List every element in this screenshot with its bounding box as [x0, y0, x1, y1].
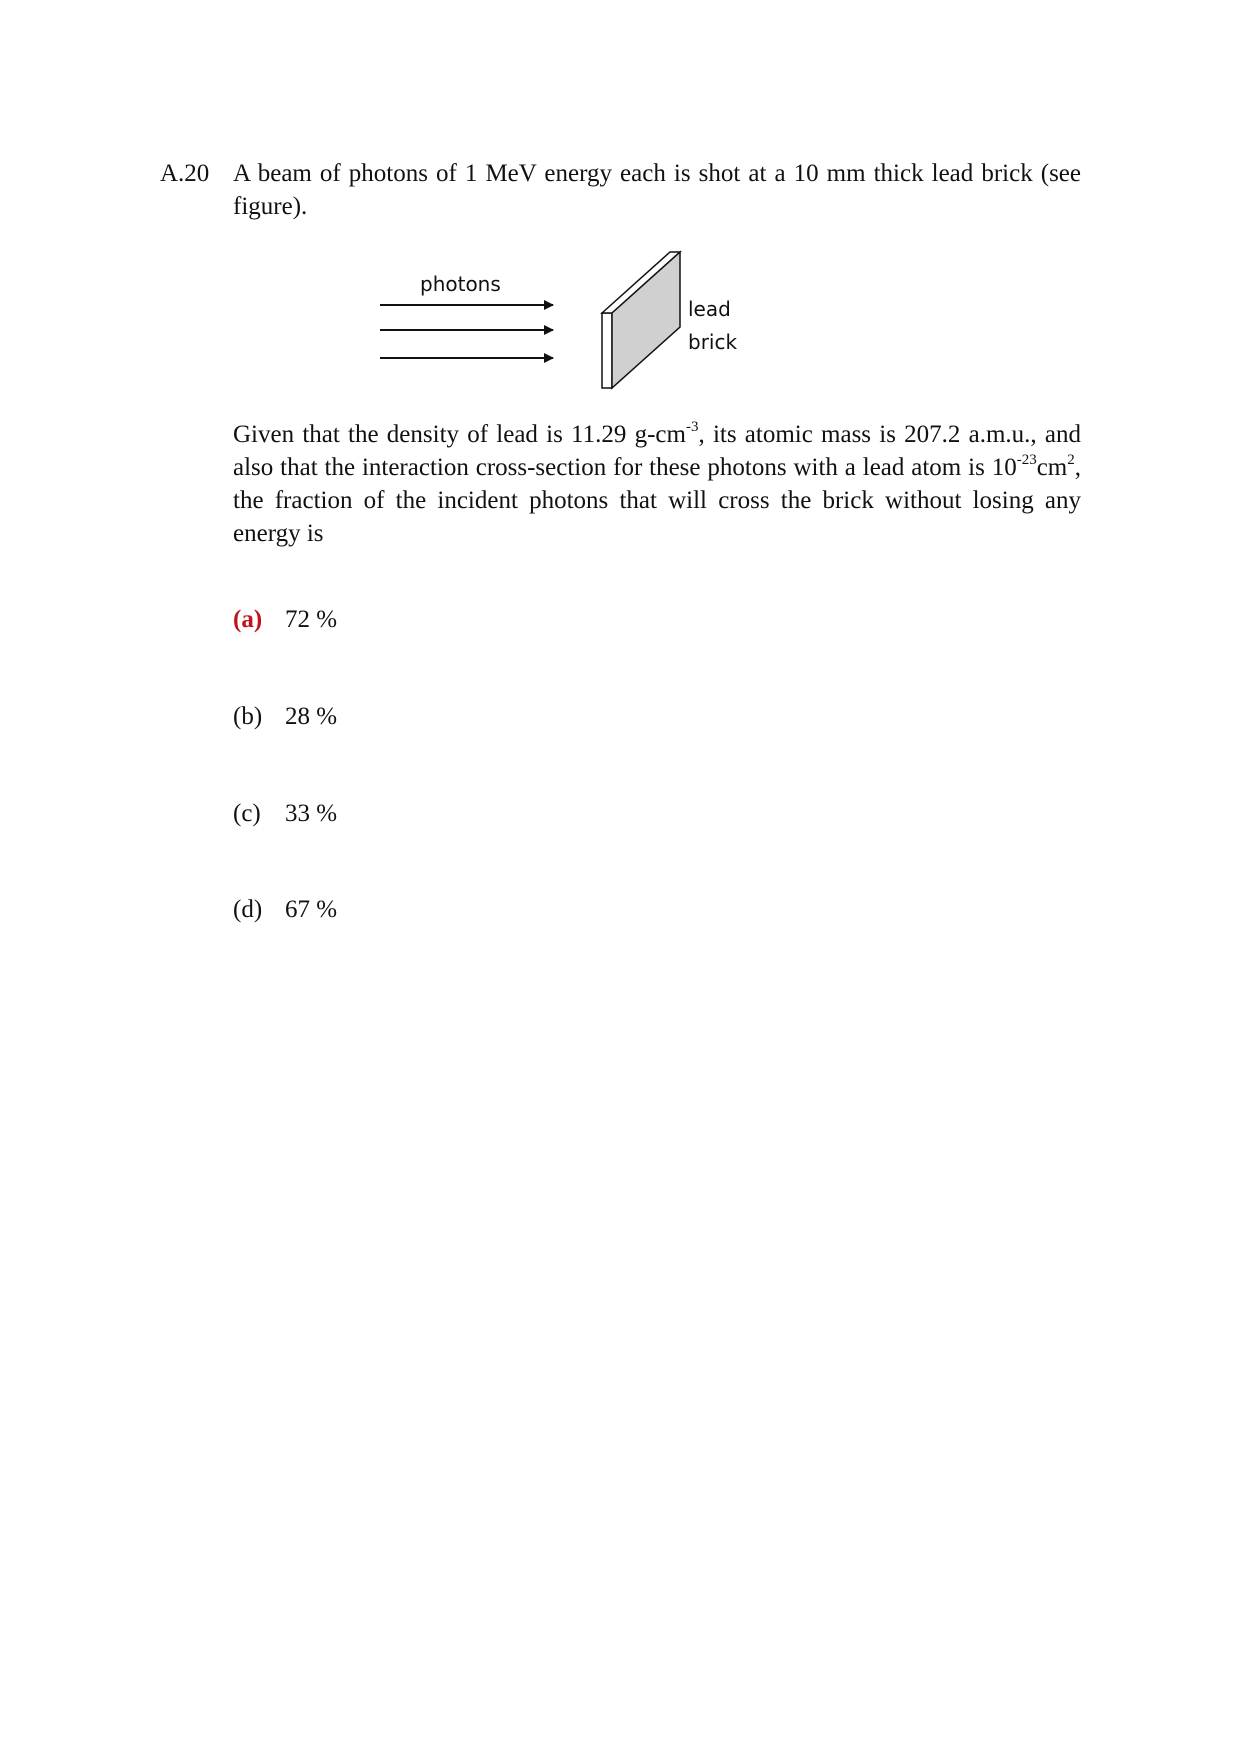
option-letter: (c): [233, 800, 261, 827]
brick-label-line2: brick: [688, 330, 738, 354]
option-c[interactable]: [233, 797, 337, 830]
option-text: 72 %: [285, 606, 338, 633]
option-letter: (b): [233, 703, 263, 730]
option-text: 28 %: [285, 703, 338, 730]
given-paragraph: [233, 418, 1081, 550]
option-letter: (d): [233, 896, 263, 923]
option-b[interactable]: [233, 700, 337, 733]
brick-label-line1: lead: [688, 297, 731, 321]
option-a[interactable]: [233, 603, 337, 636]
cross-section-exponent: -23: [1016, 451, 1037, 468]
brick-edge: [602, 313, 612, 388]
density-exponent: -3: [685, 418, 699, 435]
photon-figure: [370, 245, 750, 405]
given-text-3: cm: [1036, 454, 1068, 481]
given-text-4: , the fraction of the incident photons that will cross the brick without losing any energy is: [233, 454, 1081, 547]
question-intro: A beam of photons of 1 MeV energy each is shot at a 10 mm thick lead brick (see figure).: [233, 160, 1081, 220]
question-number: A.20: [160, 160, 210, 187]
given-text-1: Given that the density of lead is 11.29 g-cm: [233, 421, 686, 448]
option-text: 67 %: [285, 896, 338, 923]
option-letter: (a): [233, 606, 263, 633]
figure-drawing: [370, 245, 750, 405]
option-text: 33 %: [285, 800, 338, 827]
photons-label: photons: [420, 272, 501, 296]
brick-face: [612, 252, 680, 388]
option-d[interactable]: [233, 893, 337, 926]
given-text-2: , its atomic mass is 207.2 a.m.u., and also that the interaction cross-section for these photons with a lead atom is 10: [233, 421, 1081, 481]
area-exponent: 2: [1067, 451, 1075, 468]
